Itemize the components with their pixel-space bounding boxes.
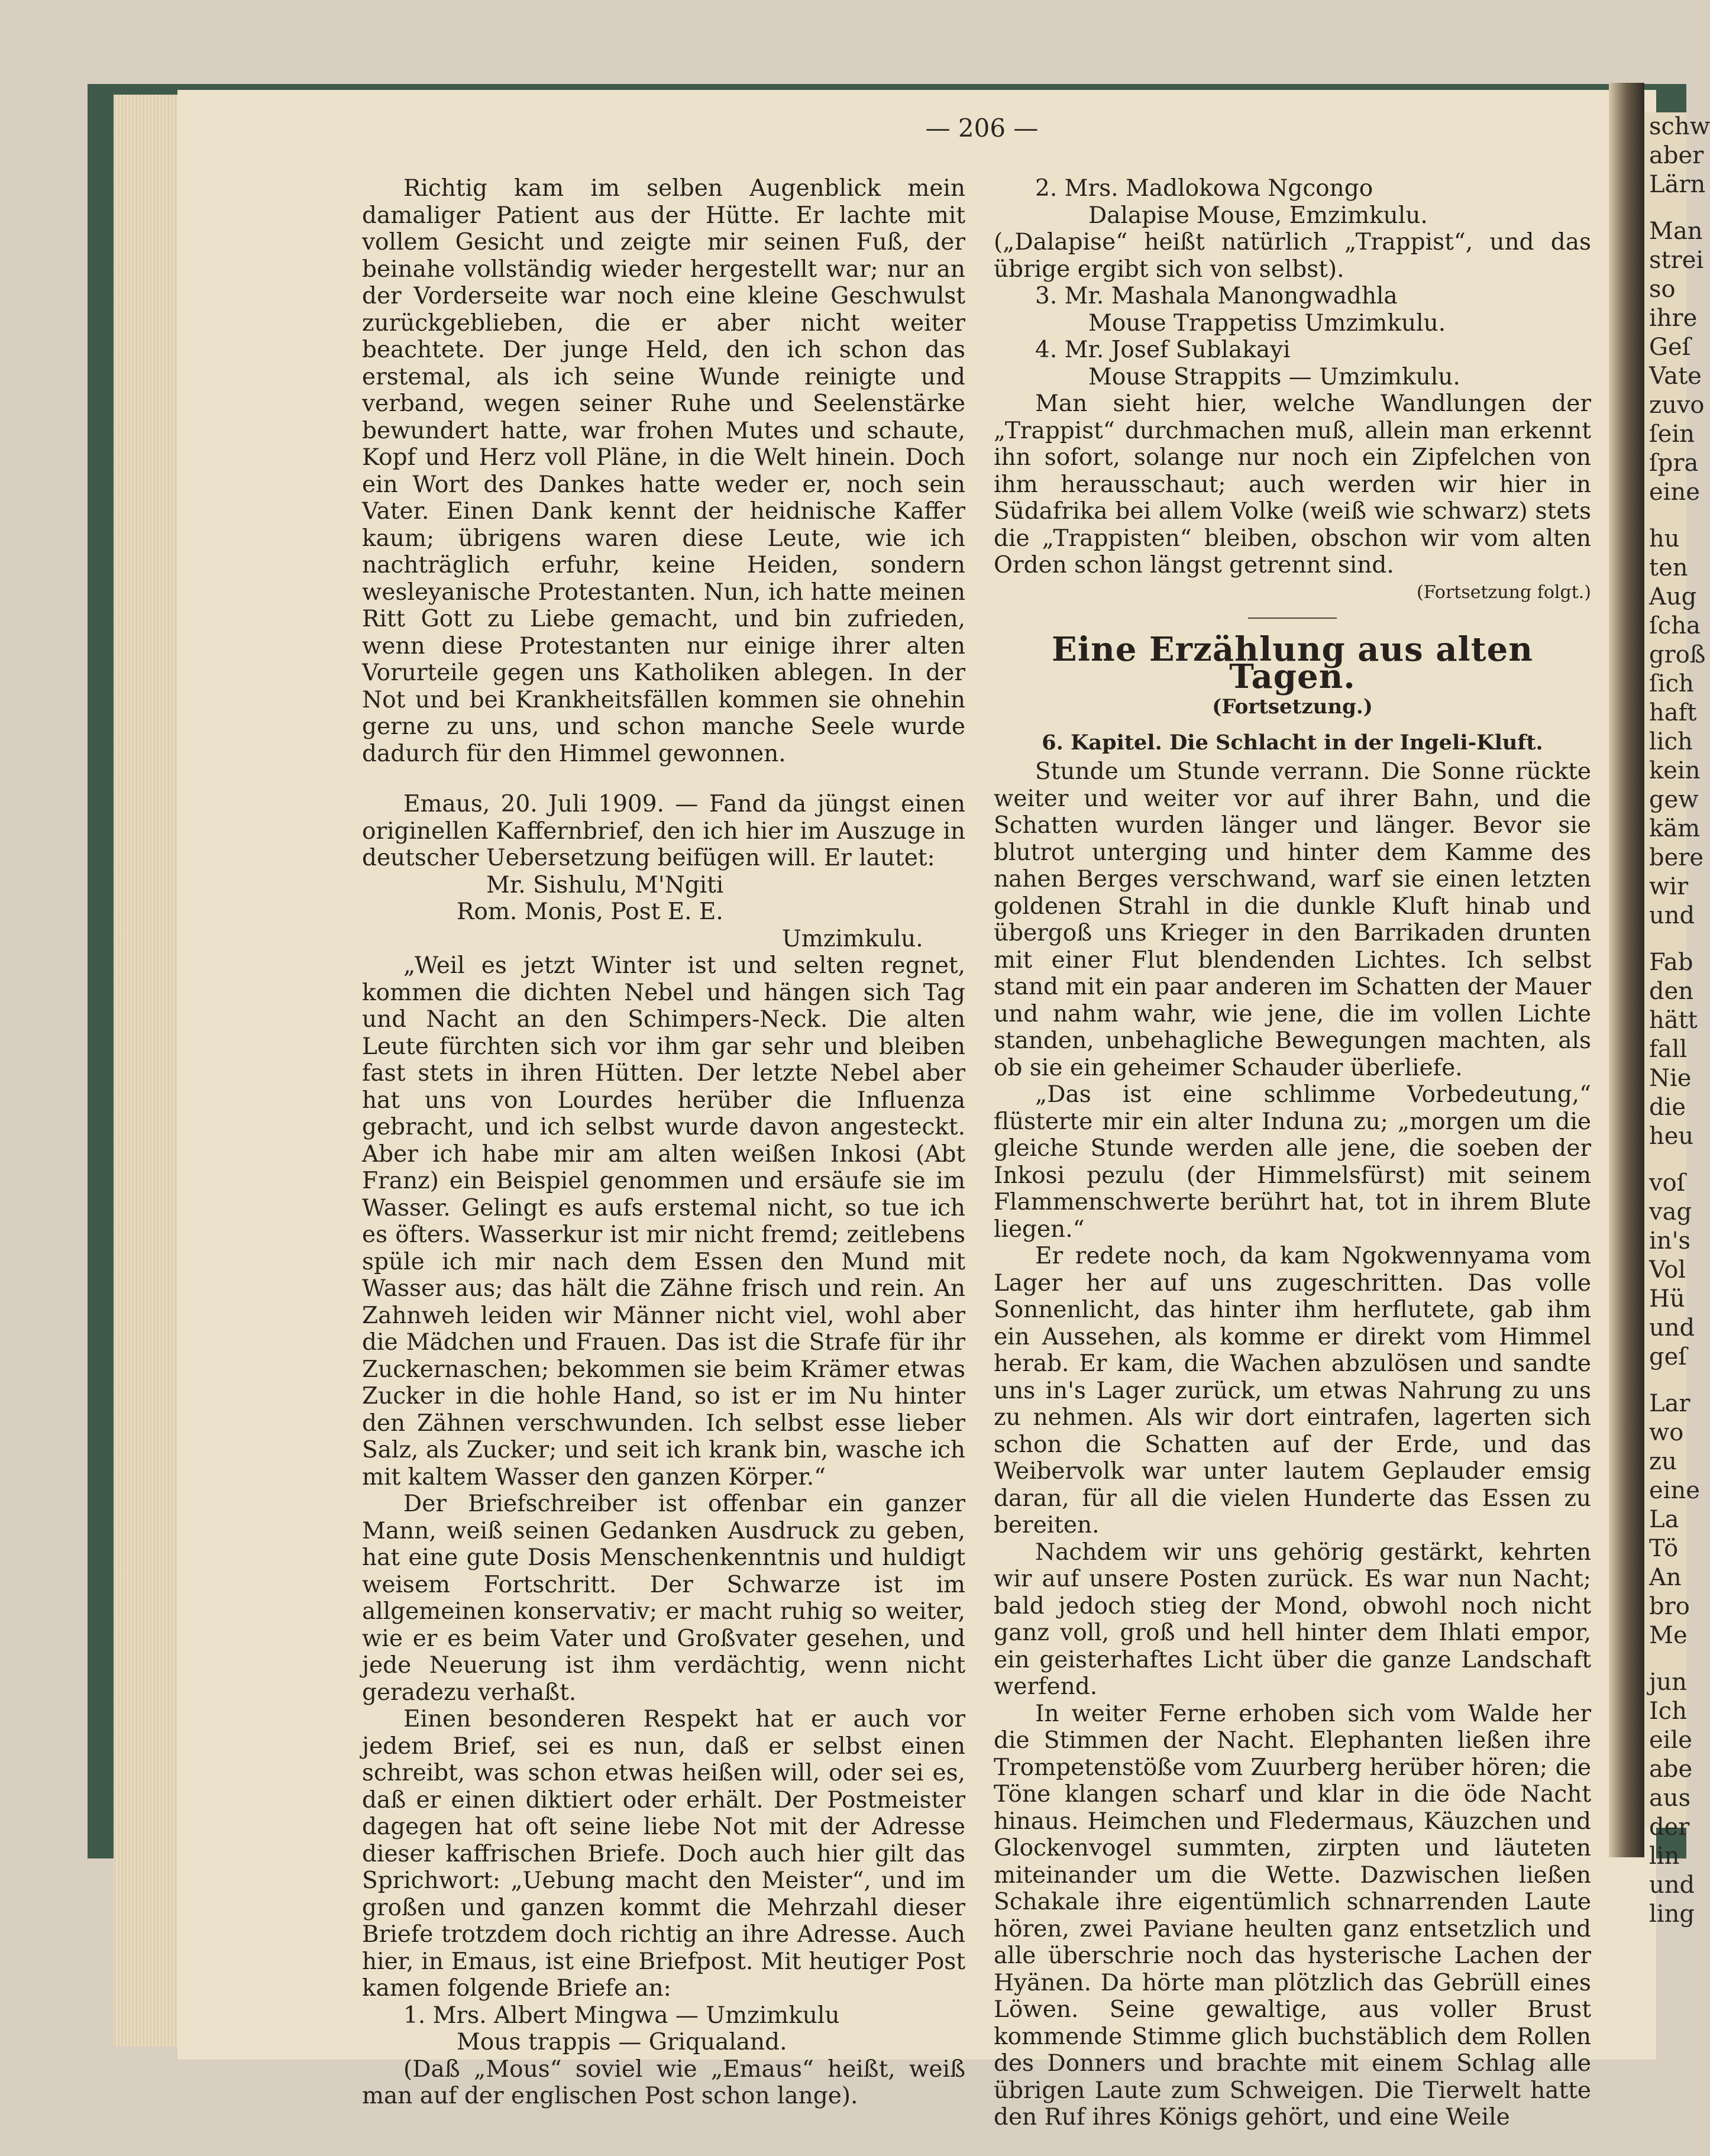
next-page-word-fragment: kein	[1649, 757, 1701, 784]
paragraph: „Das ist eine schlimme Vorbedeutung,“ flüsterte mir ein alter Induna zu; „morgen um die gleiche Stunde werden alle jene, die soeben der Inkosi pezulu (der Himmelsfürst) mit seinem Flammenschwerte berührt hat, tot in ihrem Blute liegen.“	[994, 1081, 1591, 1243]
next-page-word-fragment: und	[1649, 1314, 1695, 1342]
letter-address-line: Rom. Monis, Post E. E.	[457, 898, 723, 925]
next-page-word-fragment: ſein	[1649, 421, 1695, 448]
paragraph: Emaus, 20. Juli 1909. — Fand da jüngst einen originellen Kaffernbrief, den ich hier im Auszuge in deutscher Uebersetzung beifügen will. Er lautet:	[362, 791, 965, 871]
next-page-word-fragment: abe	[1649, 1756, 1693, 1783]
next-page-word-fragment: heu	[1649, 1123, 1694, 1150]
continuation-note: (Fortsetzung folgt.)	[1417, 581, 1591, 603]
next-page-word-fragment: wo	[1649, 1419, 1684, 1446]
next-page-word-fragment: in's	[1649, 1227, 1691, 1255]
next-page-word-fragment: Lärn	[1649, 171, 1706, 198]
next-page-word-fragment: eine	[1649, 1477, 1700, 1504]
section-divider	[1248, 618, 1337, 619]
next-page-word-fragment: hätt	[1649, 1007, 1698, 1034]
next-page-word-fragment: zu	[1649, 1448, 1677, 1475]
next-page-word-fragment: ihre	[1649, 305, 1698, 332]
next-page-word-fragment	[1644, 930, 1686, 948]
next-page-word-fragment: jun	[1649, 1669, 1687, 1696]
next-page-word-fragment: Hü	[1649, 1285, 1685, 1313]
next-page-word-fragment: eile	[1649, 1727, 1692, 1754]
letter-address-line: Dalapise Mouse, Emzimkulu.	[1088, 202, 1428, 229]
next-page-word-fragment: Aug	[1649, 583, 1697, 610]
next-page-word-fragment: wir	[1649, 873, 1689, 900]
next-page-word-fragment: gew	[1649, 786, 1699, 813]
next-page-word-fragment: An	[1649, 1564, 1682, 1591]
page-number: — 206 —	[925, 114, 1039, 143]
book-gutter	[1609, 83, 1644, 1857]
story-title: Eine Erzählung aus alten Tagen.	[1052, 630, 1533, 696]
next-page-word-fragment: Vate	[1649, 363, 1702, 390]
next-page-word-fragment: vag	[1649, 1198, 1692, 1226]
next-page-word-fragment: aber	[1649, 142, 1704, 169]
next-page-word-fragment: Geſ	[1649, 334, 1691, 361]
next-page-word-fragment: den	[1649, 978, 1694, 1005]
paragraph: Nachdem wir uns gehörig gestärkt, kehrten wir auf unsere Posten zurück. Es war nun Nacht; bald jedoch stieg der Mond, obwohl noch nicht ganz voll, groß und hell hinter dem Ihlati empor, ein geisterhaftes Licht über die ganze Landschaft werfend.	[994, 1538, 1591, 1700]
next-page-word-fragment: strei	[1649, 247, 1704, 274]
next-page-word-fragment: Vol	[1649, 1256, 1686, 1284]
paragraph: In weiter Ferne erhoben sich vom Walde her die Stimmen der Nacht. Elephanten ließen ihre Trompetenstöße vom Zuurberg herüber hören; die Töne klangen scharf und klar in die öde Nacht hinaus. Heimchen und Fledermaus, Käuzchen und Glockenvogel summten, zirpten und läuteten miteinander um die Wette. Dazwischen ließen Schakale ihre eigentümlich schnarrenden Laute hören, zwei Paviane heulten ganz entsetzlich und alle überschrie noch das hysterische Lachen der Hyänen. Da hörte man plötzlich das Gebrüll eines Löwen. Seine gewaltige, aus voller Brust kommende Stimme glich buchstäblich dem Rollen des Donners und brachte mit einem Schlag alle übrigen Laute zum Schweigen. Die Tierwelt hatte den Ruf ihres Königs gehört, und eine Weile	[994, 1700, 1591, 2131]
next-page-word-fragment: Man	[1649, 218, 1703, 245]
next-page-word-fragment: lin	[1649, 1843, 1680, 1870]
letter-address-line: Mr. Sishulu, M'Ngiti	[486, 871, 724, 898]
paragraph: Man sieht hier, welche Wandlungen der „Trappist“ durchmachen muß, allein man erkennt ihn sofort, solange nur noch ein Zipfelchen von ihm herausschaut; auch werden wir hier in Südafrika bei allem Volke (weiß wie schwarz) stets die „Trappisten“ bleiben, obschon wir vom alten Orden schon längst getrennt sind.	[994, 390, 1591, 578]
next-page-word-fragment: zuvo	[1649, 392, 1705, 419]
next-page-word-fragment: käm	[1649, 815, 1701, 842]
next-page-word-fragment: voſ	[1649, 1169, 1686, 1197]
next-page-word-fragment: Me	[1649, 1622, 1688, 1649]
letter-address-line: Mouse Trappetiss Umzimkulu.	[1088, 309, 1446, 337]
next-page-word-fragment: aus	[1649, 1785, 1691, 1812]
next-page-word-fragment: ſich	[1649, 670, 1694, 697]
next-page-word-fragment: Fab	[1649, 949, 1693, 976]
next-page-word-fragment: Tö	[1649, 1535, 1679, 1562]
next-page-word-fragment: bere	[1649, 844, 1704, 871]
next-page-word-fragment: und	[1649, 1871, 1695, 1899]
paragraph: Er redete noch, da kam Ngokwennyama vom Lager her auf uns zugeschritten. Das volle Sonnenlicht, das hinter ihm herflutete, gab ihm ein Aussehen, als komme er direkt vom Himmel herab. Er kam, die Wachen abzulösen und sandte uns in's Lager zurück, um etwas Nahrung zu uns zu nehmen. Als wir dort eintrafen, lagerten sich schon die Schatten auf der Erde, und das Weibervolk war unter lautem Geplauder emsig daran, für all die vielen Hunderte das Essen zu bereiten.	[994, 1243, 1591, 1538]
chapter-heading: 6. Kapitel. Die Schlacht in der Ingeli-Kluft.	[1042, 730, 1543, 755]
paragraph: Der Briefschreiber ist offenbar ein ganzer Mann, weiß seinen Gedanken Ausdruck zu geben, hat eine gute Dosis Menschenkenntnis und huldigt weisem Fortschritt. Der Schwarze ist im allgemeinen konservativ; er macht ruhig so weiter, wie er es beim Vater und Großvater gesehen, und jede Neuerung ist ihm verdächtig, wenn nicht geradezu verhaßt.	[362, 1491, 965, 1706]
next-page-word-fragment: eine	[1649, 479, 1700, 506]
left-text-column	[362, 175, 965, 2110]
next-page-word-fragment: haft	[1649, 699, 1697, 726]
next-page-word-fragment: schw	[1649, 113, 1710, 140]
next-page-word-fragment: so	[1649, 276, 1676, 303]
letter-list-item: 3. Mr. Mashala Manongwadhla	[1035, 283, 1398, 309]
right-text-column	[994, 175, 1591, 2131]
next-page-word-fragment: fall	[1649, 1036, 1688, 1063]
next-page-word-fragment: ſpra	[1649, 450, 1699, 477]
next-page-fragment	[1644, 112, 1710, 1928]
letter-list-item: 4. Mr. Josef Sublakayi	[1035, 337, 1291, 363]
next-page-word-fragment: der	[1649, 1814, 1690, 1841]
next-page-word-fragment: Nie	[1649, 1065, 1692, 1092]
next-page-word-fragment	[1644, 1372, 1686, 1389]
letter-list-item: 2. Mrs. Madlokowa Ngcongo	[1035, 175, 1373, 202]
next-page-word-fragment	[1644, 1151, 1686, 1169]
paragraph: „Weil es jetzt Winter ist und selten regnet, kommen die dichten Nebel und hängen sich Tag und Nacht an den Schimpers-Neck. Die alten Leute fürchten sich vor ihm gar sehr und bleiben fast stets in ihren Hütten. Der letzte Nebel aber hat uns von Lourdes herüber die Influenza gebracht, und ich selbst wurde davon angesteckt. Aber ich habe mir am alten weißen Inkosi (Abt Franz) ein Beispiel genommen und ersäufe sie im Wasser. Gelingt es aufs erstemal nicht, so tue ich es öfters. Wasserkur ist mir nicht fremd; zeitlebens spüle ich mir nach dem Essen den Mund mit Wasser aus; das hält die Zähne frisch und rein. An Zahnweh leiden wir Männer nicht viel, wohl aber die Mädchen und Frauen. Das ist die Strafe für ihr Zuckernaschen; bekommen sie beim Krämer etwas Zucker in die hohle Hand, so ist er im Nu hinter den Zähnen verschwunden. Ich selbst esse lieber Salz, als Zucker; und seit ich krank bin, wasche ich mit kaltem Wasser den ganzen Körper.“	[362, 952, 965, 1491]
story-subtitle: (Fortsetzung.)	[1212, 695, 1373, 719]
letter-list-item: 1. Mrs. Albert Mingwa — Umzimkulu	[403, 2002, 840, 2029]
next-page-word-fragment: geſ	[1649, 1343, 1688, 1370]
next-page-word-fragment: Ich	[1649, 1698, 1687, 1725]
next-page-word-fragment: und	[1649, 902, 1695, 929]
letter-address-line: Mouse Strappits — Umzimkulu.	[1088, 363, 1460, 390]
letter-address-line: Umzimkulu.	[782, 925, 923, 952]
letter-address-line: Mous trappis — Griqualand.	[457, 2029, 787, 2055]
next-page-word-fragment: ling	[1649, 1900, 1695, 1928]
next-page-word-fragment	[1644, 507, 1686, 525]
next-page-word-fragment: ten	[1649, 554, 1688, 581]
next-page-word-fragment: ſcha	[1649, 612, 1701, 639]
next-page-word-fragment: bro	[1649, 1593, 1690, 1620]
next-page-word-fragment: groß	[1649, 641, 1706, 668]
next-page-word-fragment: La	[1649, 1506, 1679, 1533]
next-page-word-fragment: lich	[1649, 728, 1693, 755]
paragraph: Einen besonderen Respekt hat er auch vor jedem Brief, sei es nun, daß er selbst einen schreibt, was schon etwas heißen will, oder sei es, daß er einen diktiert oder erhält. Der Postmeister dagegen hat oft seine liebe Not mit der Adresse dieser kaffrischen Briefe. Doch auch hier gilt das Sprichwort: „Uebung macht den Meister“, und im großen und ganzen kommt die Mehrzahl dieser Briefe trotzdem doch richtig an ihre Adresse. Auch hier, in Emaus, ist eine Briefpost. Mit heutiger Post kamen folgende Briefe an:	[362, 1706, 965, 2002]
next-page-word-fragment: hu	[1649, 525, 1680, 552]
paragraph: Stunde um Stunde verrann. Die Sonne rückte weiter und weiter vor auf ihrer Bahn, und die Schatten wurden länger und länger. Bevor sie blutrot unterging und hinter dem Kamme des nahen Berges verschwand, warf sie einen letzten goldenen Strahl in die dunkle Kluft hinab und übergoß uns Krieger in den Barrikaden drunten mit einer Flut blendenden Lichtes. Ich selbst stand mit ein paar anderen im Schatten der Mauer und nahm wahr, wie jene, die im vollen Lichte standen, unbehagliche Bewegungen machten, als ob sie ein geheimer Schauder überliefe.	[994, 758, 1592, 1081]
paragraph: Richtig kam im selben Augenblick mein damaliger Patient aus der Hütte. Er lachte mit vollem Gesicht und zeigte mir seinen Fuß, der beinahe vollständig wieder hergestellt war; nur an der Vorderseite war noch eine kleine Geschwulst zurückgeblieben, die er aber nicht weiter beachtete. Der junge Held, den ich schon das erstemal, als ich seine Wunde reinigte und verband, wegen seiner Ruhe und Seelenstärke bewundert hatte, war frohen Mutes und schaute, Kopf und Herz voll Pläne, in die Welt hinein. Doch ein Wort des Dankes hatte weder er, noch sein Vater. Einen Dank kennt der heidnische Kaffer kaum; übrigens waren diese Leute, wie ich nachträglich erfuhr, keine Heiden, sondern wesleyanische Protestanten. Nun, ich hatte meinen Ritt Gott zu Liebe gemacht, und bin zufrieden, wenn diese Protestanten nur einige ihrer alten Vorurteile gegen uns Katholiken ablegen. In der Not und bei Krankheitsfällen kommen sie ohnehin gerne zu uns, und schon manche Seele wurde dadurch für den Himmel gewonnen.	[362, 175, 965, 767]
next-page-word-fragment	[1644, 199, 1686, 217]
paragraph: („Dalapise“ heißt natürlich „Trappist“, und das übrige ergibt sich von selbst).	[994, 229, 1591, 283]
paragraph: (Daß „Mous“ soviel wie „Emaus“ heißt, weiß man auf der englischen Post schon lange).	[362, 2055, 965, 2109]
spacer	[362, 767, 965, 791]
next-page-word-fragment: die	[1649, 1094, 1686, 1121]
next-page-word-fragment: Lar	[1649, 1390, 1690, 1417]
next-page-word-fragment	[1644, 1650, 1686, 1668]
